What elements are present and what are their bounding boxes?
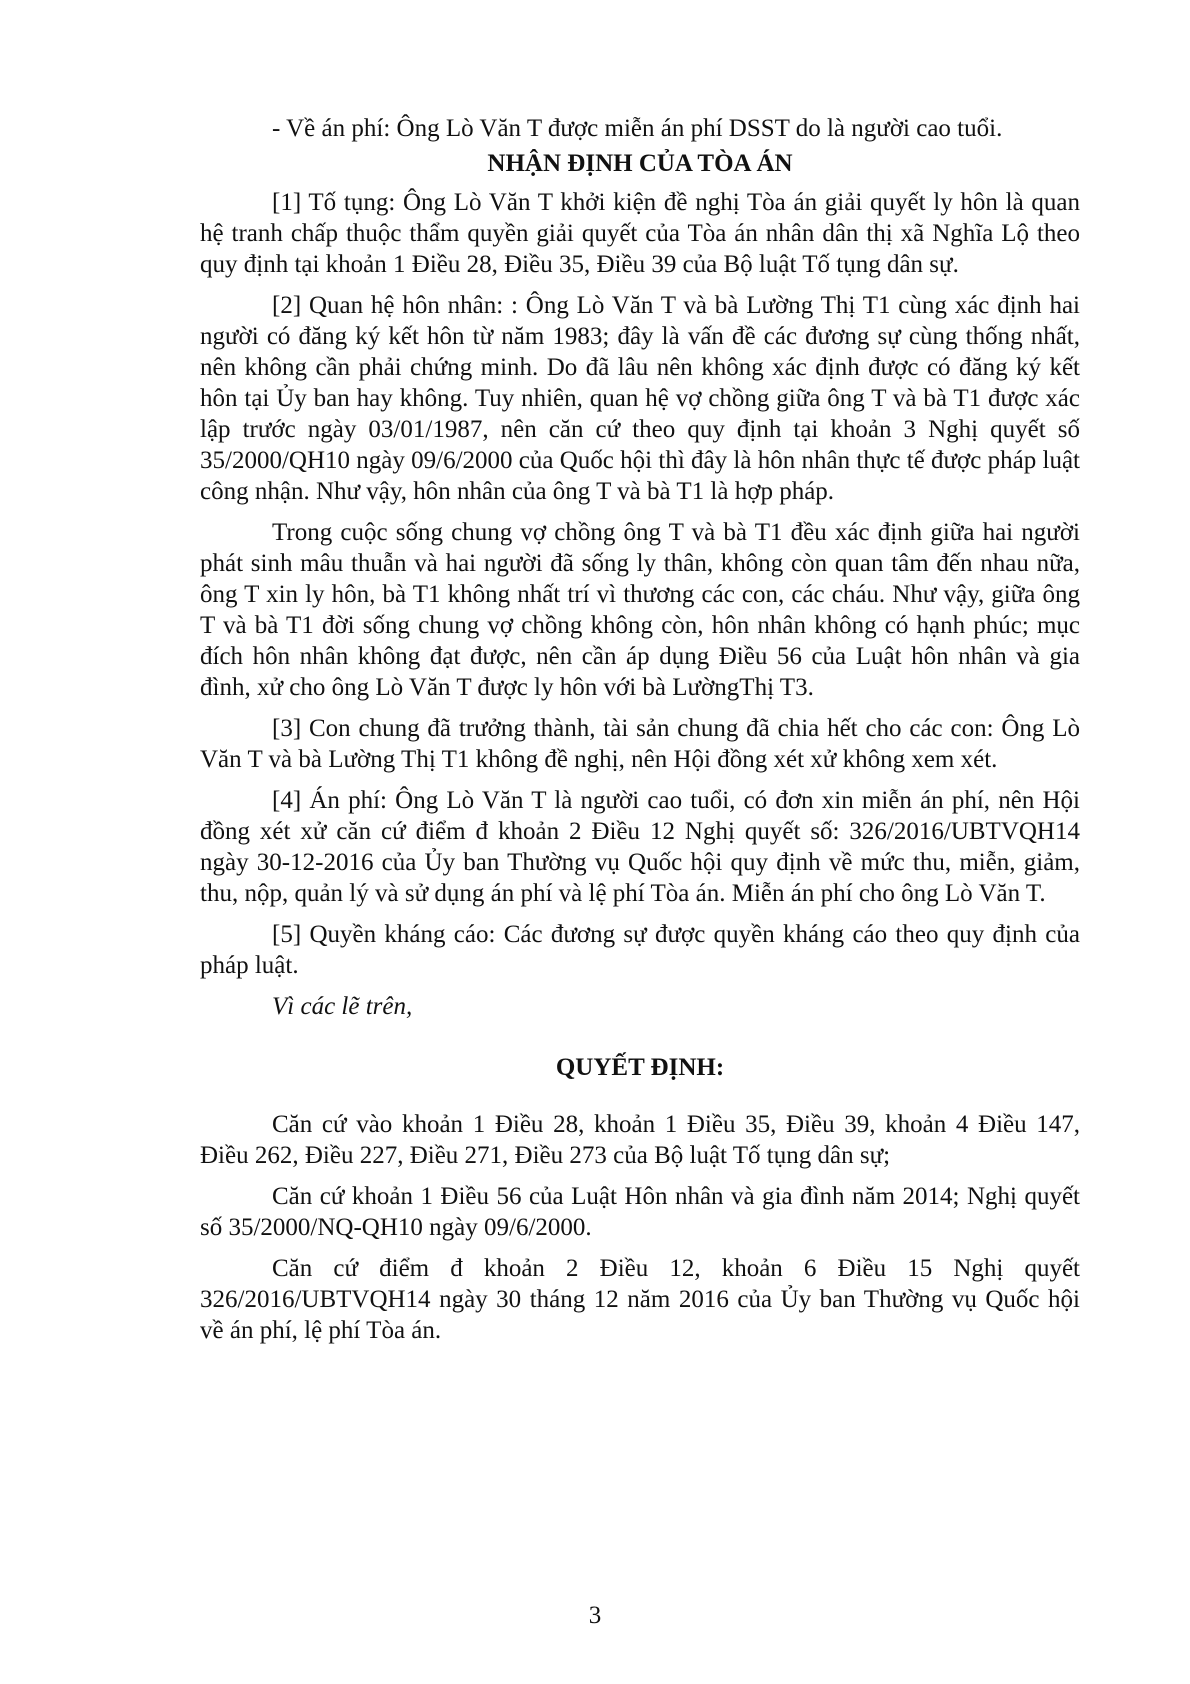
reasons-line: Vì các lẽ trên, <box>272 993 413 1020</box>
intro-paragraph: - Về án phí: Ông Lò Văn T được miễn án phí DSST do là người cao tuổi. <box>272 115 1003 142</box>
paragraph-appeal-right: [5] Quyền kháng cáo: Các đương sự được quyền kháng cáo theo quy định của pháp luật. <box>200 921 1080 979</box>
paragraph-children-property: [3] Con chung đã trưởng thành, tài sản chung đã chia hết cho các con: Ông Lò Văn T và bà Lường Thị T1 không đề nghị, nên Hội đồng xét xử không xem xét. <box>200 715 1080 773</box>
section-heading-decision: QUYẾT ĐỊNH: <box>555 1054 725 1081</box>
paragraph-legal-basis-2: Căn cứ khoản 1 Điều 56 của Luật Hôn nhân và gia đình năm 2014; Nghị quyết số 35/2000/NQ-QH10 ngày 09/6/2000. <box>200 1183 1080 1241</box>
paragraph-court-fee: [4] Án phí: Ông Lò Văn T là người cao tuổi, có đơn xin miễn án phí, nên Hội đồng xét xử căn cứ điểm đ khoản 2 Điều 12 Nghị quyết số: 326/2016/UBTVQH14 ngày 30-12-2016 của Ủy ban Thường vụ Quốc hội quy định về mức thu, miễn, giảm, thu, nộp, quản lý và sử dụng án phí và lệ phí Tòa án. Miễn án phí cho ông Lò Văn T. <box>200 787 1080 907</box>
paragraph-legal-basis-1: Căn cứ vào khoản 1 Điều 28, khoản 1 Điều 35, Điều 39, khoản 4 Điều 147, Điều 262, Điều 227, Điều 271, Điều 273 của Bộ luật Tố tụng dân sự; <box>200 1111 1080 1169</box>
page-number: 3 <box>588 1602 602 1629</box>
section-heading-court-assessment: NHẬN ĐỊNH CỦA TÒA ÁN <box>487 150 793 177</box>
paragraph-procedure: [1] Tố tụng: Ông Lò Văn T khởi kiện đề nghị Tòa án giải quyết ly hôn là quan hệ tranh chấp thuộc thẩm quyền giải quyết của Tòa án nhân dân thị xã Nghĩa Lộ theo quy định tại khoản 1 Điều 28, Điều 35, Điều 39 của Bộ luật Tố tụng dân sự. <box>200 189 1080 278</box>
paragraph-legal-basis-3: Căn cứ điểm đ khoản 2 Điều 12, khoản 6 Điều 15 Nghị quyết 326/2016/UBTVQH14 ngày 30 tháng 12 năm 2016 của Ủy ban Thường vụ Quốc hội về án phí, lệ phí Tòa án. <box>200 1255 1080 1344</box>
paragraph-married-life: Trong cuộc sống chung vợ chồng ông T và bà T1 đều xác định giữa hai người phát sinh mâu thuẫn và hai người đã sống ly thân, không còn quan tâm đến nhau nữa, ông T xin ly hôn, bà T1 không nhất trí vì thương các con, các cháu. Như vậy, giữa ông T và bà T1 đời sống chung vợ chồng không còn, hôn nhân không có hạnh phúc; mục đích hôn nhân không đạt được, nên cần áp dụng Điều 56 của Luật hôn nhân và gia đình, xử cho ông Lò Văn T được ly hôn với bà LườngThị T3. <box>200 519 1080 701</box>
document-body <box>200 113 1080 1356</box>
paragraph-marriage-relation: [2] Quan hệ hôn nhân: : Ông Lò Văn T và bà Lường Thị T1 cùng xác định hai người có đăng ký kết hôn từ năm 1983; đây là vấn đề các đương sự cùng thống nhất, nên không cần phải chứng minh. Do đã lâu nên không xác định được có đăng ký kết hôn tại Ủy ban hay không. Tuy nhiên, quan hệ vợ chồng giữa ông T và bà T1 được xác lập trước ngày 03/01/1987, nên căn cứ theo quy định tại khoản 3 Nghị quyết số 35/2000/QH10 ngày 09/6/2000 của Quốc hội thì đây là hôn nhân thực tế được pháp luật công nhận. Như vậy, hôn nhân của ông T và bà T1 là hợp pháp. <box>200 292 1080 505</box>
